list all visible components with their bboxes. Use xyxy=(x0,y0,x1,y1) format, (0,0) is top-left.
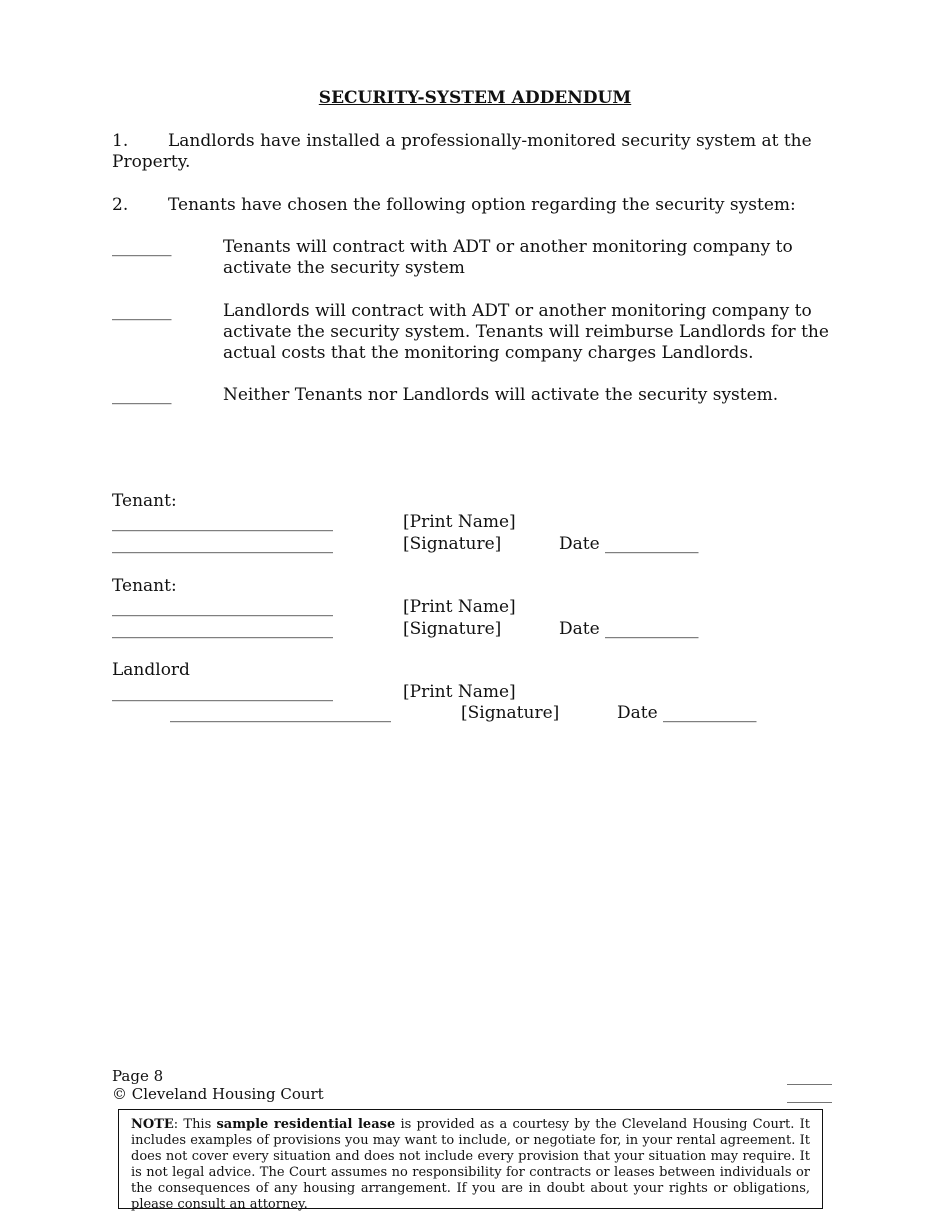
option-2-text: Landlords will contract with ADT or another monitoring company to activate the security system. Tenants will reimburse Landlords for the actual costs that the monitoring company charges Landlords. xyxy=(223,301,829,363)
copyright: © Cleveland Housing Court xyxy=(112,1085,324,1103)
option-1-blank[interactable]: _______ xyxy=(112,237,172,257)
paragraph-2 xyxy=(112,195,812,216)
tenant-2-date-line[interactable]: ___________ xyxy=(605,619,699,639)
landlord-date-label: Date xyxy=(617,703,658,723)
paragraph-text: Landlords have installed a professionally-monitored security system at the Property. xyxy=(112,131,812,172)
tenant-2-signature-label: [Signature] xyxy=(403,619,502,639)
tenant-2-print-name-label: [Print Name] xyxy=(403,597,516,617)
tenant-1-print-name-label: [Print Name] xyxy=(403,512,516,532)
landlord-signature-line[interactable]: __________________________ xyxy=(170,703,391,723)
note-label: NOTE xyxy=(131,1117,174,1132)
initial-line-1[interactable]: ______ xyxy=(787,1067,832,1085)
tenant-1-signature-line[interactable]: __________________________ xyxy=(112,534,333,554)
initial-line-2[interactable]: ______ xyxy=(787,1085,832,1103)
option-1-text: Tenants will contract with ADT or another monitoring company to activate the security system xyxy=(223,237,793,278)
paragraph-number: 1. xyxy=(112,131,129,151)
landlord-date-line[interactable]: ___________ xyxy=(663,703,757,723)
note-bold-phrase: sample residential lease xyxy=(216,1117,396,1132)
note-intro: : This xyxy=(173,1117,217,1132)
note-body: is provided as a courtesy by the Cleveland Housing Court. It includes examples of provisions you may want to include, or negotiate for, in your rental agreement. It does not cover every situation and does not include every provision that your situation may require. It is not legal advice. The Court assumes no responsibility for contracts or leases between individuals or the consequences of any housing arrangement. If you are in doubt about your rights or obligations, please consult an attorney. xyxy=(131,1117,810,1212)
landlord-print-name-line[interactable]: __________________________ xyxy=(112,682,333,702)
tenant-1-print-name-line[interactable]: __________________________ xyxy=(112,512,333,532)
landlord-signature-label: [Signature] xyxy=(461,703,560,723)
landlord-print-name-label: [Print Name] xyxy=(403,682,516,702)
tenant-2-signature-line[interactable]: __________________________ xyxy=(112,619,333,639)
tenant-1-date-line[interactable]: ___________ xyxy=(605,534,699,554)
paragraph-text: Tenants have chosen the following option regarding the security system: xyxy=(168,195,796,215)
option-3-text: Neither Tenants nor Landlords will activate the security system. xyxy=(223,385,779,405)
option-2-blank[interactable]: _______ xyxy=(112,301,172,321)
page-title: SECURITY-SYSTEM ADDENDUM xyxy=(318,88,632,108)
tenant-2-date-label: Date xyxy=(559,619,600,639)
landlord-label: Landlord xyxy=(112,660,190,680)
tenant-1-date-label: Date xyxy=(559,534,600,554)
paragraph-number: 2. xyxy=(112,195,129,215)
option-3-blank[interactable]: _______ xyxy=(112,385,172,405)
page-number: Page 8 xyxy=(112,1067,164,1085)
tenant-1-label: Tenant: xyxy=(112,491,177,511)
tenant-2-label: Tenant: xyxy=(112,576,177,596)
note-box xyxy=(118,1109,823,1212)
paragraph-1 xyxy=(112,131,812,173)
tenant-1-signature-label: [Signature] xyxy=(403,534,502,554)
tenant-2-print-name-line[interactable]: __________________________ xyxy=(112,597,333,617)
